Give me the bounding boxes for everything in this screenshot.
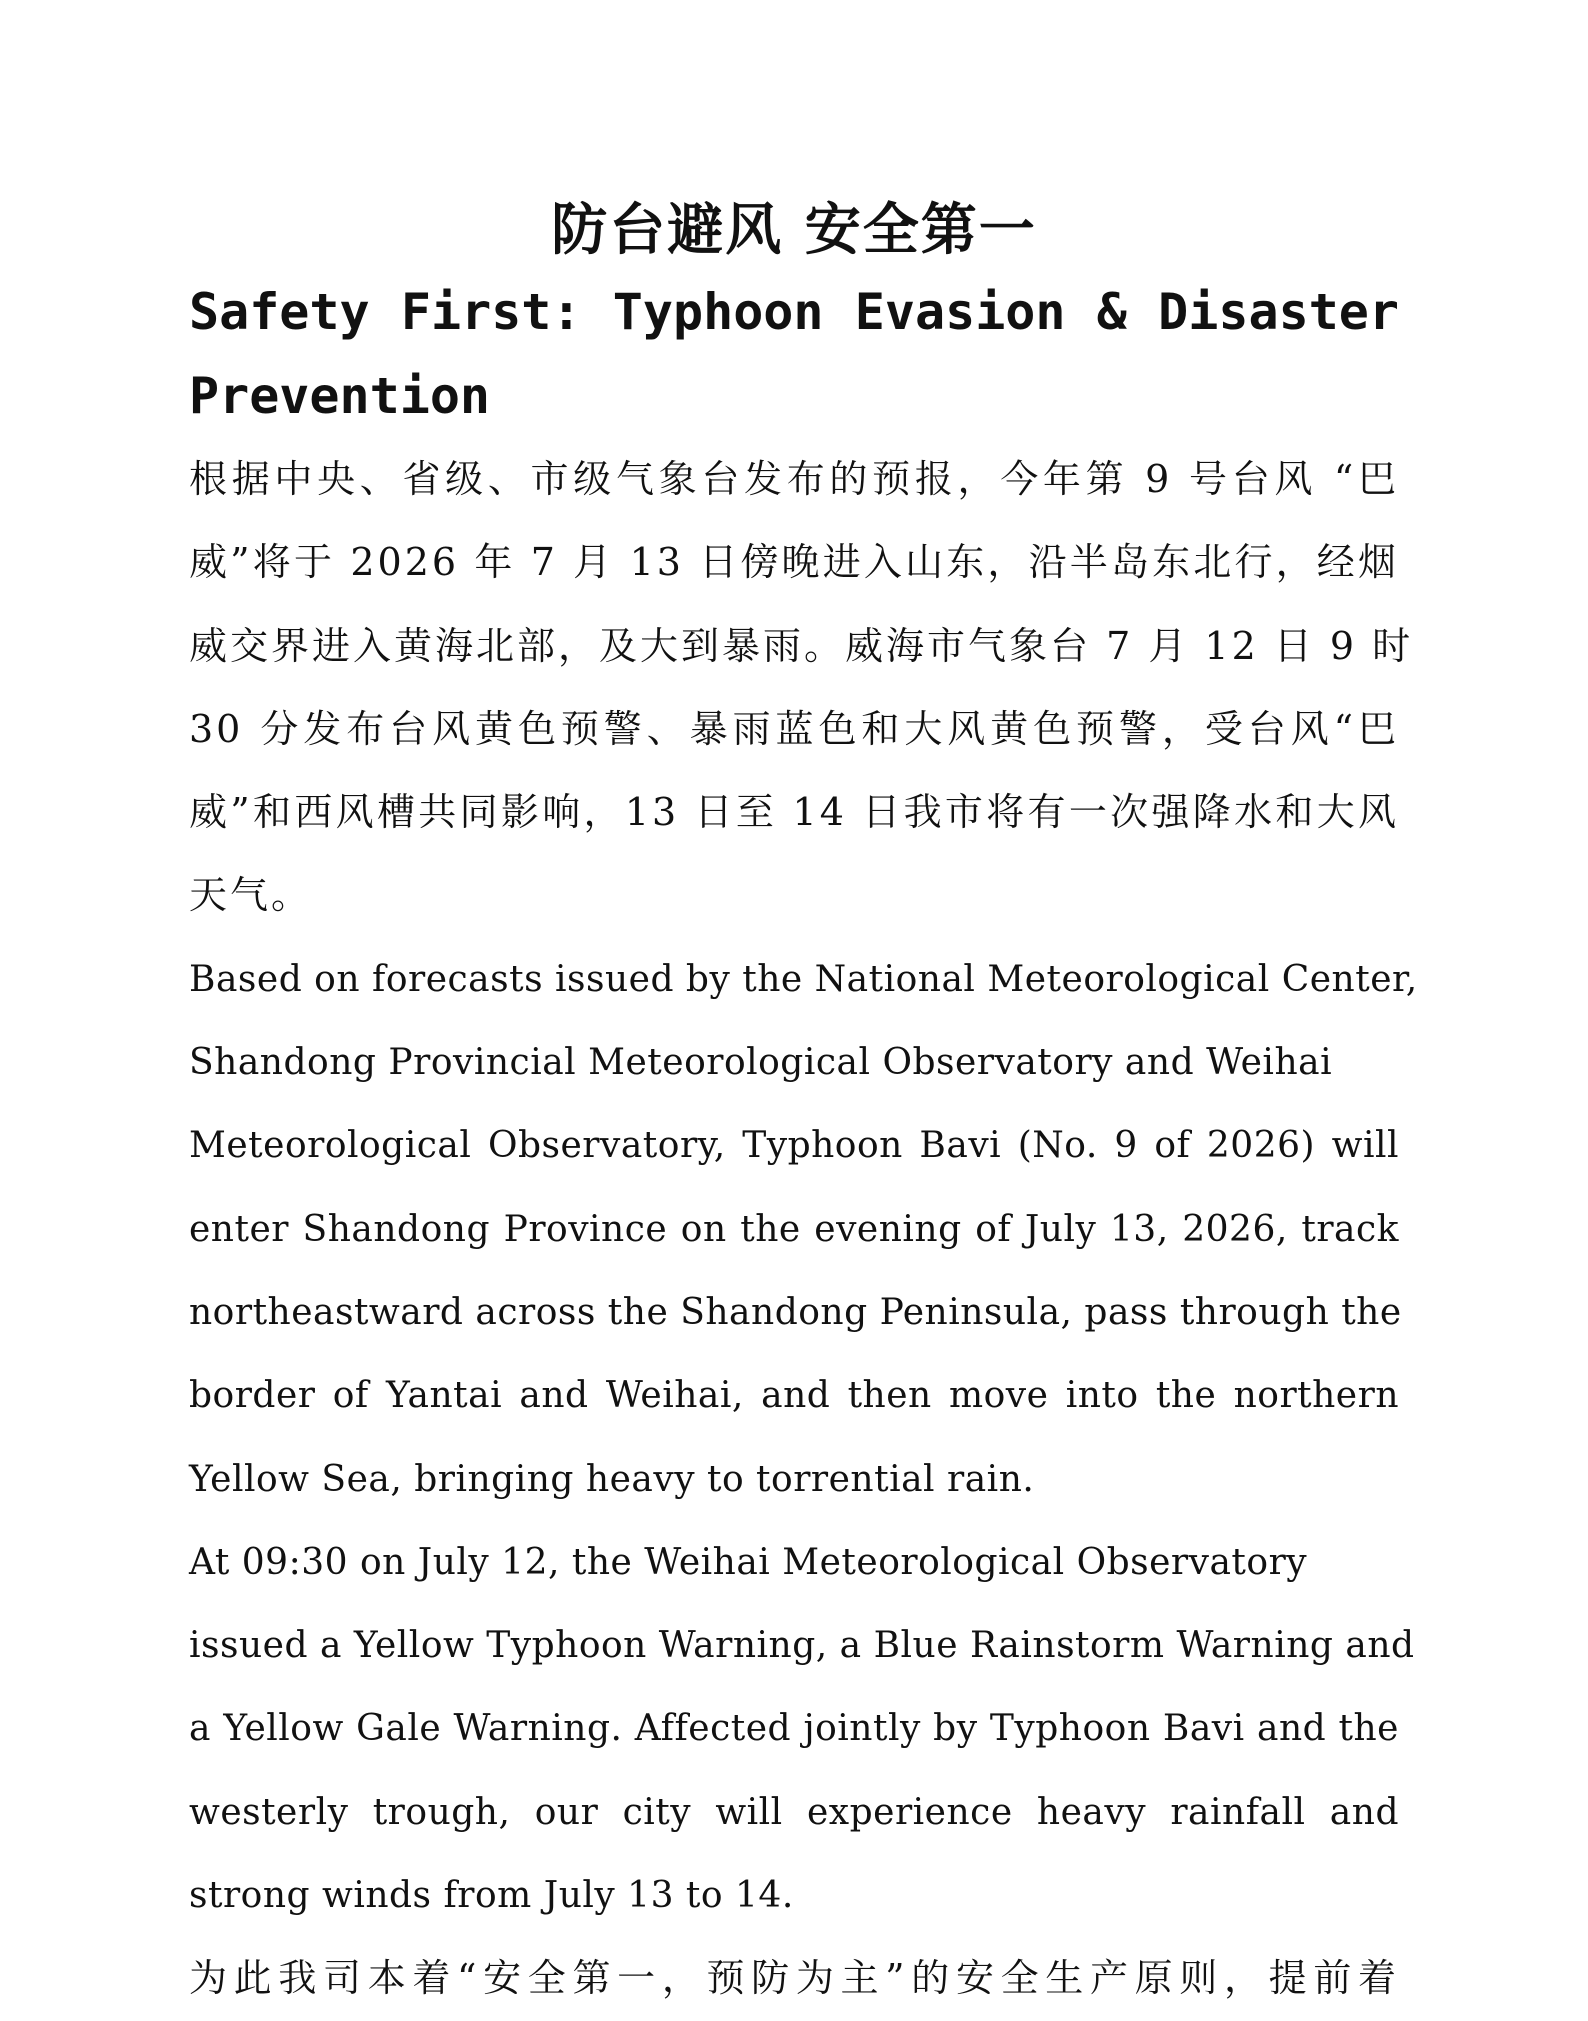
paragraph-line: Based on forecasts issued by the National Meteorological Center, <box>189 958 1418 1000</box>
paragraph-chinese-company-response <box>189 1937 1399 2020</box>
paragraph-line: 天气。 <box>189 873 313 918</box>
document-title-english <box>189 270 1399 438</box>
paragraph-line: At 09:30 on July 12, the Weihai Meteorological Observatory <box>189 1541 1308 1583</box>
paragraph-line: Meteorological Observatory, Typhoon Bavi (No. 9 of 2026) will <box>189 1125 1399 1167</box>
paragraph-line: issued a Yellow Typhoon Warning, a Blue Rainstorm Warning and <box>189 1625 1415 1667</box>
paragraph-line: a Yellow Gale Warning. Affected jointly by Typhoon Bavi and the <box>189 1708 1399 1750</box>
document-page <box>189 190 1418 2021</box>
paragraph-english-forecast <box>189 938 1418 1521</box>
paragraph-line: 威交界进入黄海北部，及大到暴雨。威海市气象台 7 月 12 日 9 时 <box>189 623 1414 668</box>
paragraph-line: 威”和西风槽共同影响，13 日至 14 日我市将有一次强降水和大风 <box>189 790 1399 835</box>
paragraph-line: northeastward across the Shandong Peninsula, pass through the <box>189 1291 1402 1333</box>
paragraph-line: Yellow Sea, bringing heavy to torrential rain. <box>189 1458 1035 1500</box>
title-english-line: Prevention <box>189 367 491 425</box>
title-english-line: Safety First: Typhoon Evasion & Disaster <box>189 283 1399 341</box>
paragraph-line: strong winds from July 13 to 14. <box>189 1875 794 1917</box>
paragraph-chinese-forecast <box>189 438 1414 938</box>
paragraph-line: Shandong Provincial Meteorological Observatory and Weihai <box>189 1042 1333 1084</box>
paragraph-line: westerly trough, our city will experience heavy rainfall and <box>189 1791 1399 1833</box>
paragraph-line: border of Yantai and Weihai, and then move into the northern <box>189 1375 1399 1417</box>
paragraph-line: 威”将于 2026 年 7 月 13 日傍晚进入山东，沿半岛东北行，经烟 <box>189 540 1399 585</box>
paragraph-line: 30 分发布台风黄色预警、暴雨蓝色和大风黄色预警，受台风“巴 <box>189 706 1399 751</box>
paragraph-english-warnings <box>189 1521 1415 1937</box>
document-title-chinese: 防台避风 安全第一 <box>551 197 1037 263</box>
paragraph-line: 为此我司本着“安全第一，预防为主”的安全生产原则，提前着 <box>189 1956 1399 2001</box>
paragraph-line: enter Shandong Province on the evening of July 13, 2026, track <box>189 1208 1399 1250</box>
paragraph-line: 根据中央、省级、市级气象台发布的预报，今年第 9 号台风 “巴 <box>189 457 1399 501</box>
